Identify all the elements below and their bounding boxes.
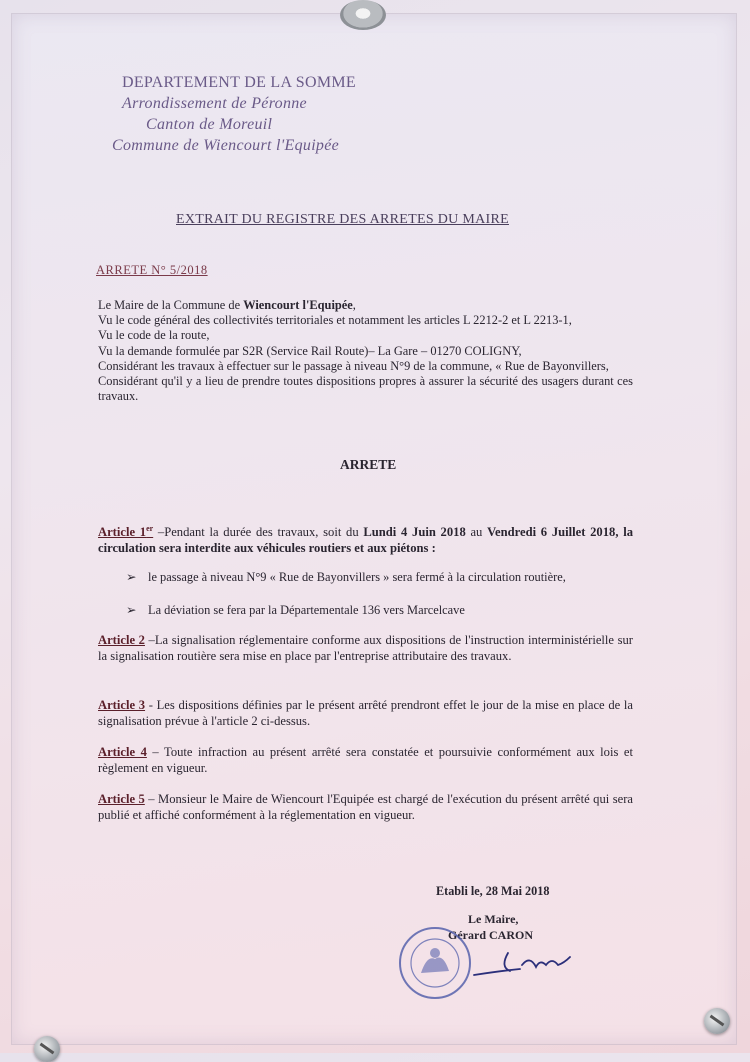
- arrondissement-line: Arrondissement de Péronne: [122, 95, 307, 112]
- canton-line: Canton de Moreuil: [146, 116, 273, 133]
- arrete-heading: ARRETE: [340, 457, 397, 472]
- arrow-bullet-icon: ➢: [126, 570, 137, 584]
- preamble-line: Considérant qu'il y a lieu de prendre toutes dispositions propres à assurer la sécurité des usagers durant ces travaux.: [98, 374, 633, 404]
- mayor-role: Le Maire,: [468, 912, 519, 926]
- mayor-name: Gérard CARON: [448, 928, 533, 942]
- preamble: [98, 298, 633, 404]
- article-label: Article 3: [98, 698, 146, 712]
- article-5: Article 5 – Monsieur le Maire de Wiencourt l'Equipée est chargé de l'exécution du présent arrêté qui sera publié et affiché conformément à la réglementation en vigueur.: [98, 792, 633, 822]
- official-seal-icon: [397, 925, 473, 1001]
- document-title: EXTRAIT DU REGISTRE DES ARRETES DU MAIRE: [176, 212, 509, 227]
- washer-fixing: [340, 0, 386, 30]
- preamble-line: Considérant les travaux à effectuer sur le passage à niveau N°9 de la commune, « Rue de Bayonvillers,: [98, 358, 609, 373]
- preamble-line: Vu le code de la route,: [98, 328, 210, 343]
- screw-icon: [704, 1008, 730, 1034]
- list-item: ➢ La déviation se fera par la Départementale 136 vers Marcelcave: [126, 603, 465, 617]
- article-3: Article 3 - Les dispositions définies par le présent arrêté prendront effet le jour de la mise en place de la signalisation prévue à l'article 2 ci-dessus.: [98, 698, 633, 728]
- article-2: Article 2 –La signalisation réglementaire conforme aux dispositions de l'instruction interministérielle sur la signalisation routière sera mise en place par l'entreprise attributaire des travaux.: [98, 633, 633, 663]
- article-1: Article 1er –Pendant la durée des travaux, soit du Lundi 4 Juin 2018 au Vendredi 6 Juillet 2018, la circulation sera interdite aux véhicules routiers et aux piétons :: [98, 524, 633, 555]
- handwritten-signature-icon: [470, 945, 580, 985]
- article-label: Article 4: [98, 745, 147, 759]
- administrative-header: [112, 72, 356, 156]
- screw-icon: [34, 1036, 60, 1062]
- arrow-bullet-icon: ➢: [126, 603, 137, 617]
- preamble-line: Le Maire de la Commune de Wiencourt l'Equipée,: [98, 298, 356, 312]
- established-date: Etabli le, 28 Mai 2018: [436, 884, 550, 898]
- arrete-number: ARRETE N° 5/2018: [96, 263, 208, 277]
- list-item: ➢ le passage à niveau N°9 « Rue de Bayonvillers » sera fermé à la circulation routière,: [126, 570, 566, 584]
- preamble-line: Vu la demande formulée par S2R (Service Rail Route)– La Gare – 01270 COLIGNY,: [98, 343, 522, 358]
- article-label: Article 2: [98, 633, 145, 647]
- article-label: Article 1er: [98, 524, 154, 540]
- commune-line: Commune de Wiencourt l'Equipée: [112, 137, 340, 154]
- departement-line: DEPARTEMENT DE LA SOMME: [122, 74, 356, 91]
- preamble-line: Vu le code général des collectivités territoriales et notamment les articles L 2212-2 et L 2213-1,: [98, 313, 572, 328]
- article-label: Article 5: [98, 792, 145, 806]
- article-4: Article 4 – Toute infraction au présent arrêté sera constatée et poursuivie conformément aux lois et règlement en vigueur.: [98, 745, 633, 775]
